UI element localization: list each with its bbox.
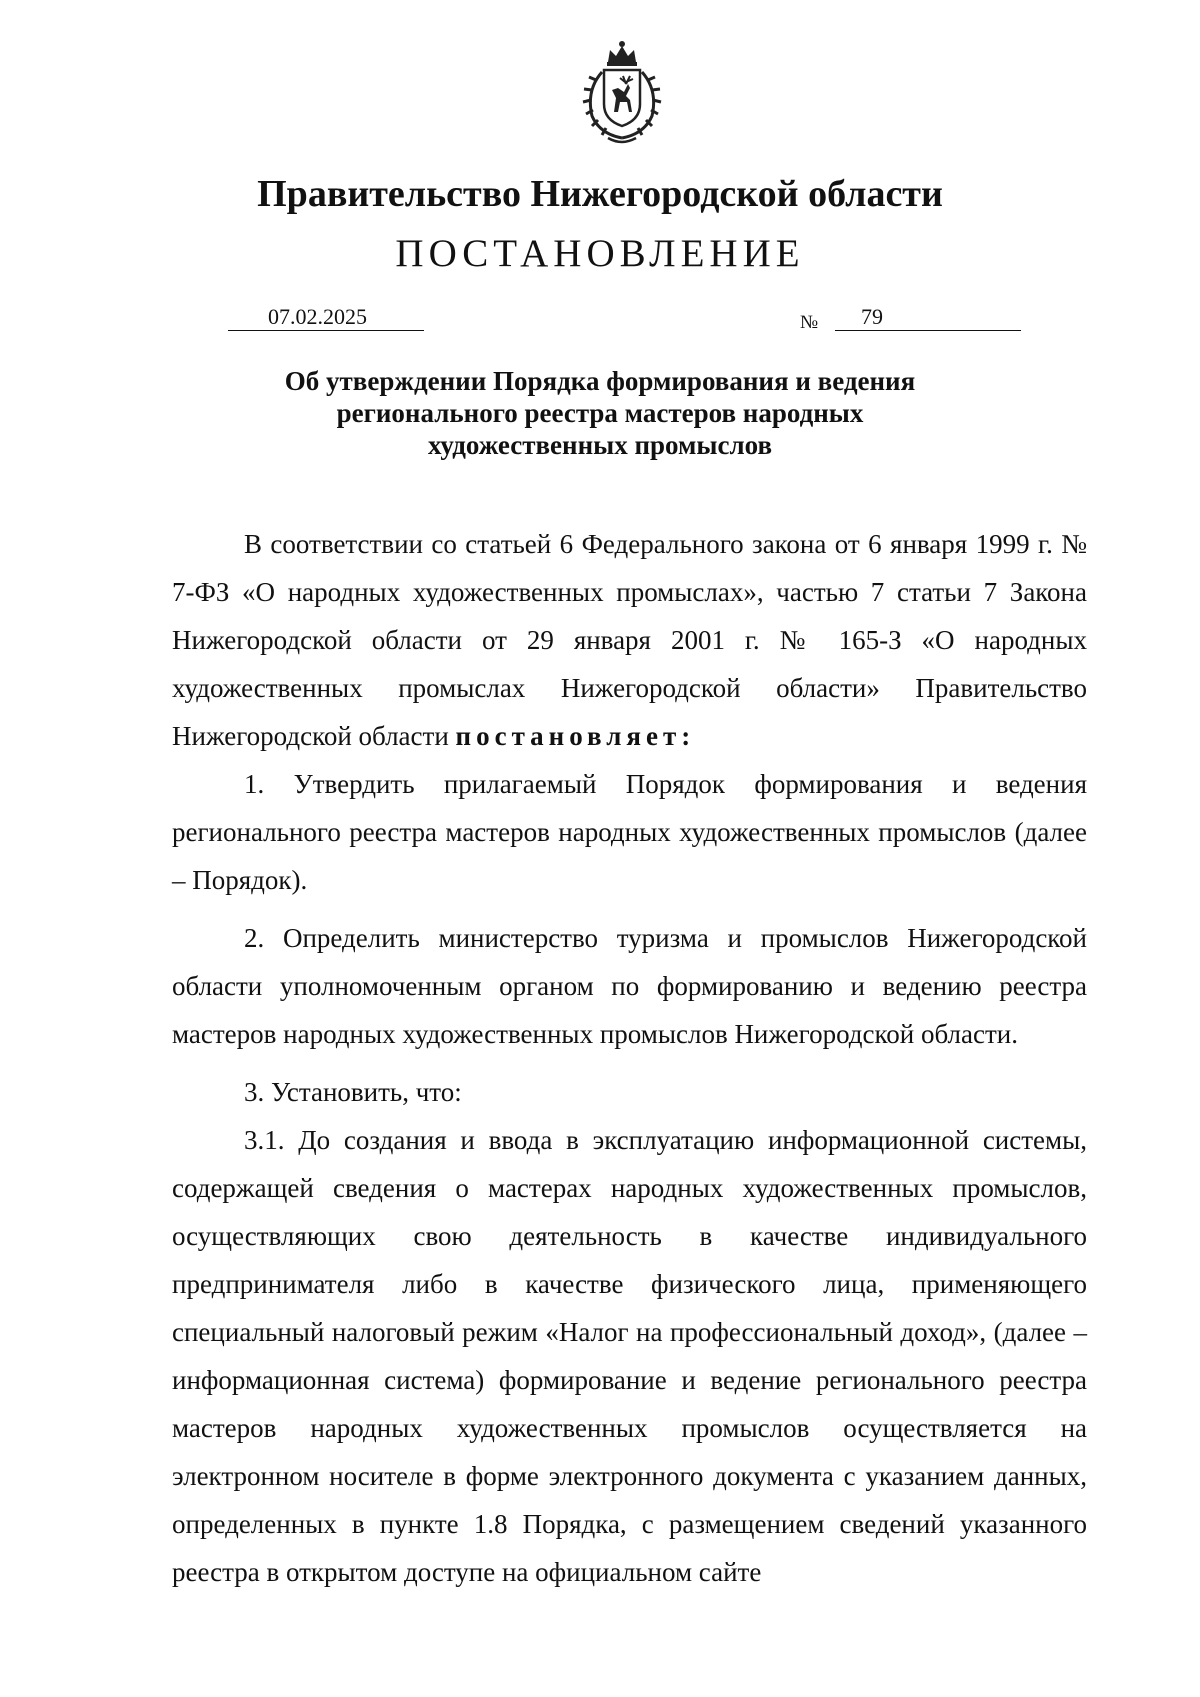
resolves-word: постановляет: <box>455 721 696 751</box>
document-heading <box>0 365 1200 461</box>
preamble-paragraph <box>172 520 1087 760</box>
item-1: 1. Утвердить прилагаемый Порядок формирования и ведения регионального реестра мастеров народных художественных промыслов (далее – Порядок). <box>172 769 1087 895</box>
item-3-1: 3.1. До создания и ввода в эксплуатацию информационной системы, содержащей сведения о мастерах народных художественных промыслов, осуществляющих свою деятельность в качестве индивидуального предпринимателя либо в качестве физического лица, применяющего специальный налоговый режим «Налог на профессиональный доход», (далее – информационная система) формирование и ведение регионального реестра мастеров народных художественных промыслов осуществляется на электронном носителе в форме электронного документа с указанием данных, определенных в пункте 1.8 Порядка, с размещением сведений указанного реестра в открытом доступе на официальном сайте <box>172 1125 1087 1587</box>
item-3: 3. Установить, что: <box>244 1077 462 1107</box>
coat-of-arms-icon <box>578 38 666 146</box>
number-sign: № <box>800 312 819 333</box>
heading-line: Об утверждении Порядка формирования и ведения <box>284 366 916 396</box>
document-number: 79 <box>861 304 883 329</box>
item-2: 2. Определить министерство туризма и промыслов Нижегородской области уполномоченным органом по формированию и ведению реестра мастеров народных художественных промыслов Нижегородской области. <box>172 923 1087 1049</box>
number-field <box>835 300 1021 331</box>
document-body <box>172 520 1087 1596</box>
date-field <box>228 300 424 331</box>
heading-line: художественных промыслов <box>427 430 773 460</box>
heading-line: регионального реестра мастеров народных <box>336 398 864 428</box>
government-title: Правительство Нижегородской области <box>257 173 943 215</box>
document-type: ПОСТАНОВЛЕНИЕ <box>395 232 805 275</box>
document-date: 07.02.2025 <box>268 304 367 329</box>
preamble-text: В соответствии со статьей 6 Федерального закона от 6 января 1999 г. № 7-ФЗ «О народных художественных промыслах», частью 7 статьи 7 Закона Нижегородской области от 29 января 2001 г. № 165-З «О народных художественных промыслах Нижегородской области» Правительство Нижегородской области <box>172 529 1087 751</box>
